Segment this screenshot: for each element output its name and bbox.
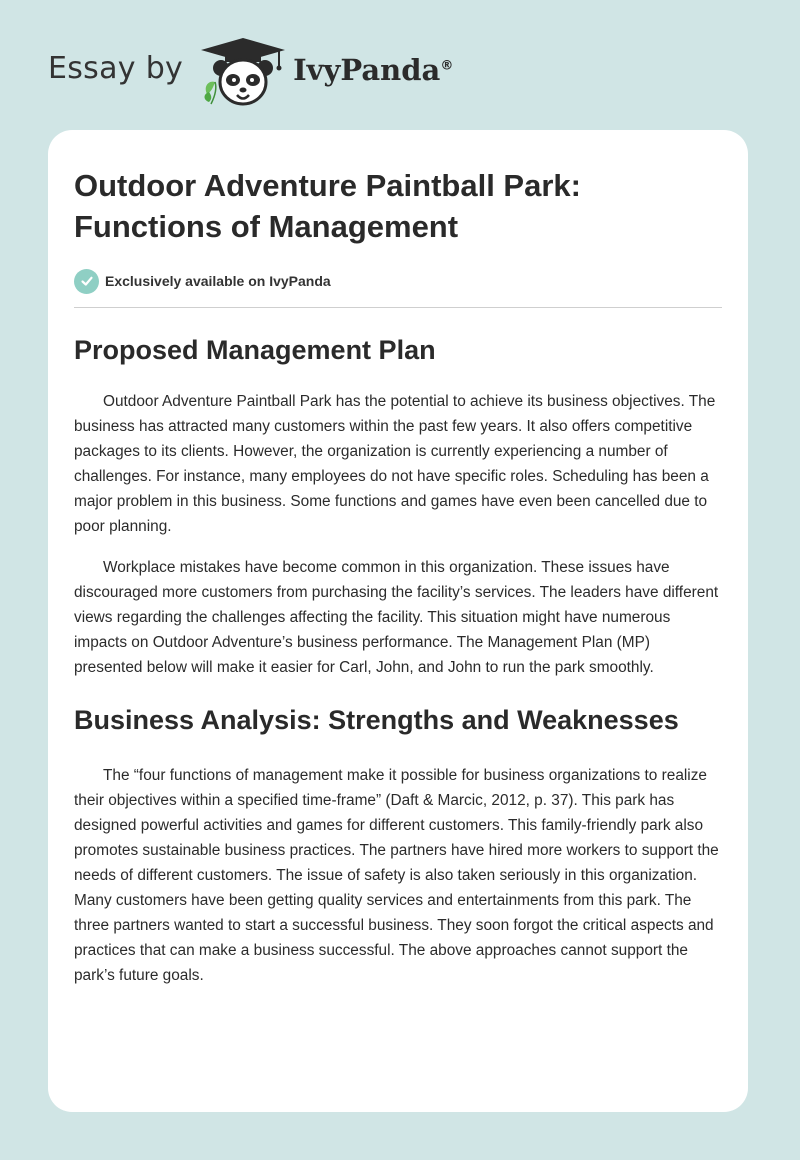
check-icon: [74, 269, 99, 294]
article-card: [48, 130, 748, 1112]
title-divider: [74, 307, 722, 308]
paragraph: Workplace mistakes have become common in this organization. These issues have discouraged more customers from purchasing the facility’s services. The leaders have different views regarding the challenges affecting the facility. This situation might have numerous impacts on Outdoor Adventure’s business performance. The Management Plan (MP) presented below will make it easier for Carl, John, and John to run the park smoothly.: [74, 559, 719, 676]
paragraph: The “four functions of management make it possible for business organizations to realize their objectives within a specified time-frame” (Daft & Marcic, 2012, p. 37). This park has designed powerful activities and games for different customers. This family-friendly park also promotes sustainable business practices. The partners have hired more workers to support the needs of different customers. The issue of safety is also taken seriously in this organization. Many customers have been getting quality services and entertainments from this park. The three partners wanted to start a successful business. They soon forgot the critical aspects and practices that can make a business successful. The above approaches cannot support the park’s future goals.: [74, 767, 719, 984]
exclusive-badge-label: Exclusively available on IvyPanda: [105, 273, 331, 289]
panda-graduate-logo-icon: [199, 36, 287, 108]
ivypanda-brand-name: IvyPanda®: [293, 53, 454, 87]
essay-by-label: Essay by: [48, 50, 184, 86]
section-heading: Proposed Management Plan: [74, 335, 436, 365]
section-heading: Business Analysis: Strengths and Weaknesses: [74, 705, 679, 735]
page-title: Outdoor Adventure Paintball Park: Functions of Management: [74, 168, 581, 244]
site-brand[interactable]: [48, 36, 453, 108]
paragraph: Outdoor Adventure Paintball Park has the potential to achieve its business objectives. The business has attracted many customers within the past few years. It also offers competitive packages to its clients. However, the organization is currently experiencing a number of challenges. For instance, many employees do not have specific roles. Scheduling has been a major problem in this business. Some functions and games have even been cancelled due to poor planning.: [74, 393, 716, 535]
exclusive-badge: [74, 267, 722, 295]
